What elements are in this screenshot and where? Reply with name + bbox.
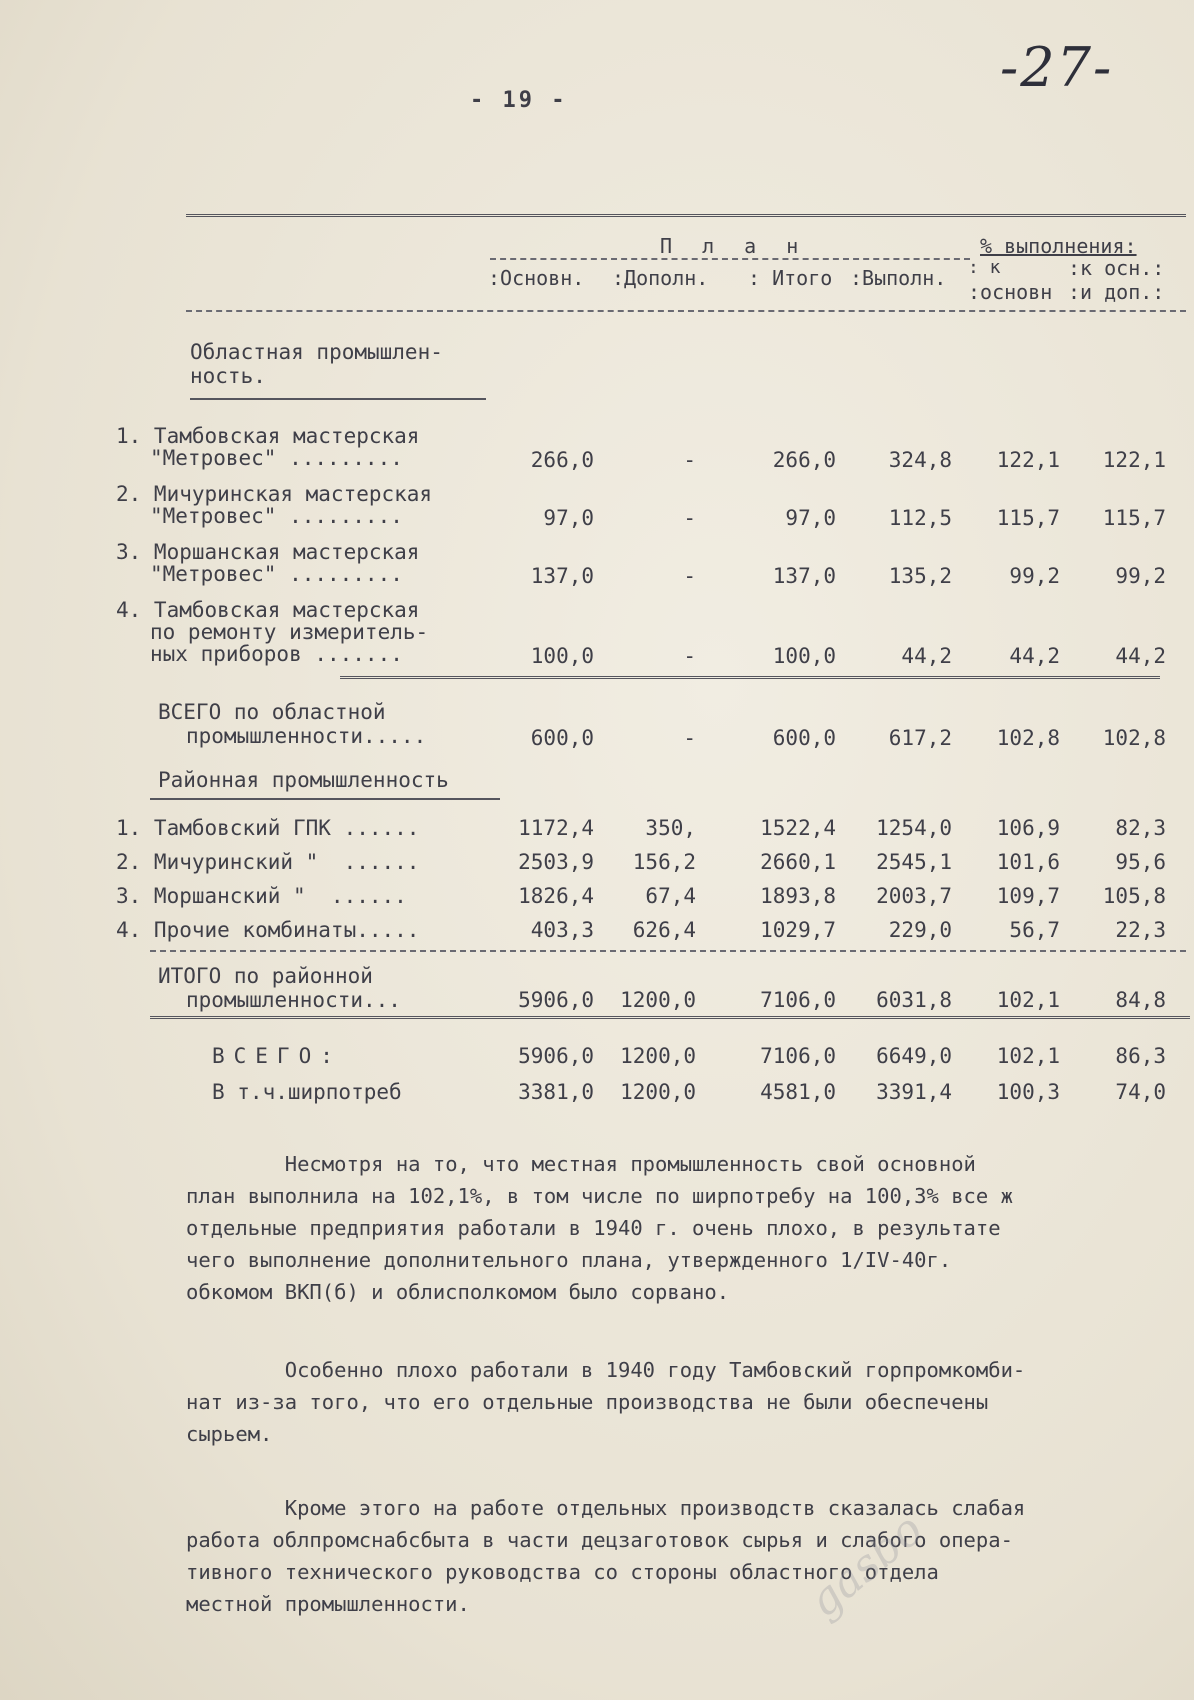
cell: 44,2 [1115,644,1166,668]
row-2-label-b: "Метровес" ......... [150,504,403,528]
cell: 102,1 [996,988,1060,1012]
cell: 2503,9 [518,850,594,874]
cell: 115,7 [1102,506,1166,530]
row-label: 2. Мичуринский " ...... [116,850,420,874]
paragraph-1: Несмотря на то, что местная промышленность свой основной план выполнила на 102,1%, в том числе по ширпотребу на 100,3% все ж отдельные предприятия работали в 1940 г. очень плохо, в результате чего выполнение дополнительного плана, утвержденного 1/IV-40г. обкомом ВКП(б) и облисполкомом было сорвано. [186,1152,1013,1304]
cell: 1254,0 [876,816,952,840]
header-plan: П л а н [660,234,808,258]
cell: 101,6 [996,850,1060,874]
cell: 135,2 [888,564,952,588]
total-raion-label-a: ИТОГО по районной [158,964,373,988]
cell: 100,3 [996,1080,1060,1104]
cell: 100,0 [772,644,836,668]
table-top-rule [186,214,1186,217]
cell: 100,0 [530,644,594,668]
cell: 324,8 [888,448,952,472]
header-plan-rule [490,258,970,260]
row-2-label-a: 2. Мичуринская мастерская [116,482,433,506]
cell: 1200,0 [620,1080,696,1104]
cell: 137,0 [530,564,594,588]
cell: 105,8 [1102,884,1166,908]
row-4-label-b: по ремонту измеритель- [150,620,429,644]
cell: 22,3 [1115,918,1166,942]
cell: 1826,4 [518,884,594,908]
cell: 403,3 [530,918,594,942]
cell: 6649,0 [876,1044,952,1068]
watermark: gasbo [799,1503,933,1628]
cell: 626,4 [632,918,696,942]
section-title-raion: Районная промышленность [158,768,449,792]
header-percent-execution: % выполнения: [980,234,1137,258]
cell: 106,9 [996,816,1060,840]
row-3-label-a: 3. Моршанская мастерская [116,540,420,564]
section-title-oblast: Областная промышлен- ность. [190,340,443,388]
subtotal-rule-1 [340,676,1160,679]
row-3-label-b: "Метровес" ......... [150,562,403,586]
cell: 5906,0 [518,1044,594,1068]
cell: 102,8 [1102,726,1166,750]
cell: - [683,448,696,472]
cell: - [683,564,696,588]
section-title-underline [190,398,486,400]
cell: 86,3 [1115,1044,1166,1068]
header-bottom-rule [186,310,1186,312]
page-number: - 19 - [470,88,568,113]
cell: 2660,1 [760,850,836,874]
cell: 2003,7 [876,884,952,908]
header-col-itogo: : Итого [748,266,833,290]
cell: 112,5 [888,506,952,530]
cell: 109,7 [996,884,1060,908]
cell: 2545,1 [876,850,952,874]
header-col-dopoln: :Дополн. [612,266,709,290]
cell: 1200,0 [620,988,696,1012]
cell: 74,0 [1115,1080,1166,1104]
cell: 7106,0 [760,1044,836,1068]
cell: 137,0 [772,564,836,588]
row-4-label-c: ных приборов ....... [150,642,403,666]
cell: 4581,0 [760,1080,836,1104]
cell: 99,2 [1009,564,1060,588]
cell: 56,7 [1009,918,1060,942]
row-1-label-a: 1. Тамбовская мастерская [116,424,420,448]
cell: 97,0 [543,506,594,530]
cell: 44,2 [1009,644,1060,668]
header-col-k-osnovn-b: :основн [968,280,1053,304]
grand-total-rule [150,1016,1190,1019]
total-oblast-label-a: ВСЕГО по областной [158,700,386,724]
cell: 600,0 [530,726,594,750]
cell: 5906,0 [518,988,594,1012]
cell: 3391,4 [876,1080,952,1104]
total-raion-label-b: промышленности... [186,988,401,1012]
cell: 115,7 [996,506,1060,530]
cell: 600,0 [772,726,836,750]
cell: 67,4 [645,884,696,908]
total-oblast-label-b: промышленности..... [186,724,427,748]
cell: 7106,0 [760,988,836,1012]
archive-page-number: -27- [1000,36,1114,99]
header-col-k-osnovn-a: : к [968,257,1001,278]
cell: 266,0 [530,448,594,472]
cell: 97,0 [785,506,836,530]
cell: 1893,8 [760,884,836,908]
cell: 266,0 [772,448,836,472]
section-title-raion-underline [150,798,500,800]
row-label: 1. Тамбовский ГПК ...... [116,816,420,840]
subtotal-rule-2 [150,950,1186,952]
cell: 102,1 [996,1044,1060,1068]
paragraph-3: Кроме этого на работе отдельных производств сказалась слабая работа облпромснабсбыта в части децзаготовок сырья и слабого опера- тивного технического руководства со стороны областного отдела местной промышленности. [186,1496,1026,1616]
cell: 99,2 [1115,564,1166,588]
header-col-k-osn-dop-b: :и доп.: [1068,280,1165,304]
cell: 1522,4 [760,816,836,840]
cell: - [683,644,696,668]
cell: - [683,506,696,530]
cell: 44,2 [901,644,952,668]
cell: 1200,0 [620,1044,696,1068]
consumer-goods-label: В т.ч.ширпотреб [212,1080,402,1104]
cell: 84,8 [1115,988,1166,1012]
cell: 1029,7 [760,918,836,942]
cell: - [683,726,696,750]
cell: 6031,8 [876,988,952,1012]
paragraph-2: Особенно плохо работали в 1940 году Тамбовский горпромкомби- нат из-за того, что его отдельные производства не были обеспечены сырьем. [186,1358,1026,1446]
cell: 229,0 [888,918,952,942]
row-label: 4. Прочие комбинаты..... [116,918,420,942]
cell: 122,1 [996,448,1060,472]
cell: 156,2 [632,850,696,874]
header-col-k-osn-dop-a: :к осн.: [1068,256,1165,280]
cell: 122,1 [1102,448,1166,472]
cell: 617,2 [888,726,952,750]
header-col-vypoln: :Выполн. [850,266,947,290]
row-4-label-a: 4. Тамбовская мастерская [116,598,420,622]
cell: 82,3 [1115,816,1166,840]
cell: 350, [645,816,696,840]
cell: 3381,0 [518,1080,594,1104]
cell: 1172,4 [518,816,594,840]
grand-total-label: ВСЕГО: [212,1044,342,1068]
row-label: 3. Моршанский " ...... [116,884,407,908]
cell: 102,8 [996,726,1060,750]
header-col-osnovn: :Основн. [488,266,585,290]
row-1-label-b: "Метровес" ......... [150,446,403,470]
cell: 95,6 [1115,850,1166,874]
